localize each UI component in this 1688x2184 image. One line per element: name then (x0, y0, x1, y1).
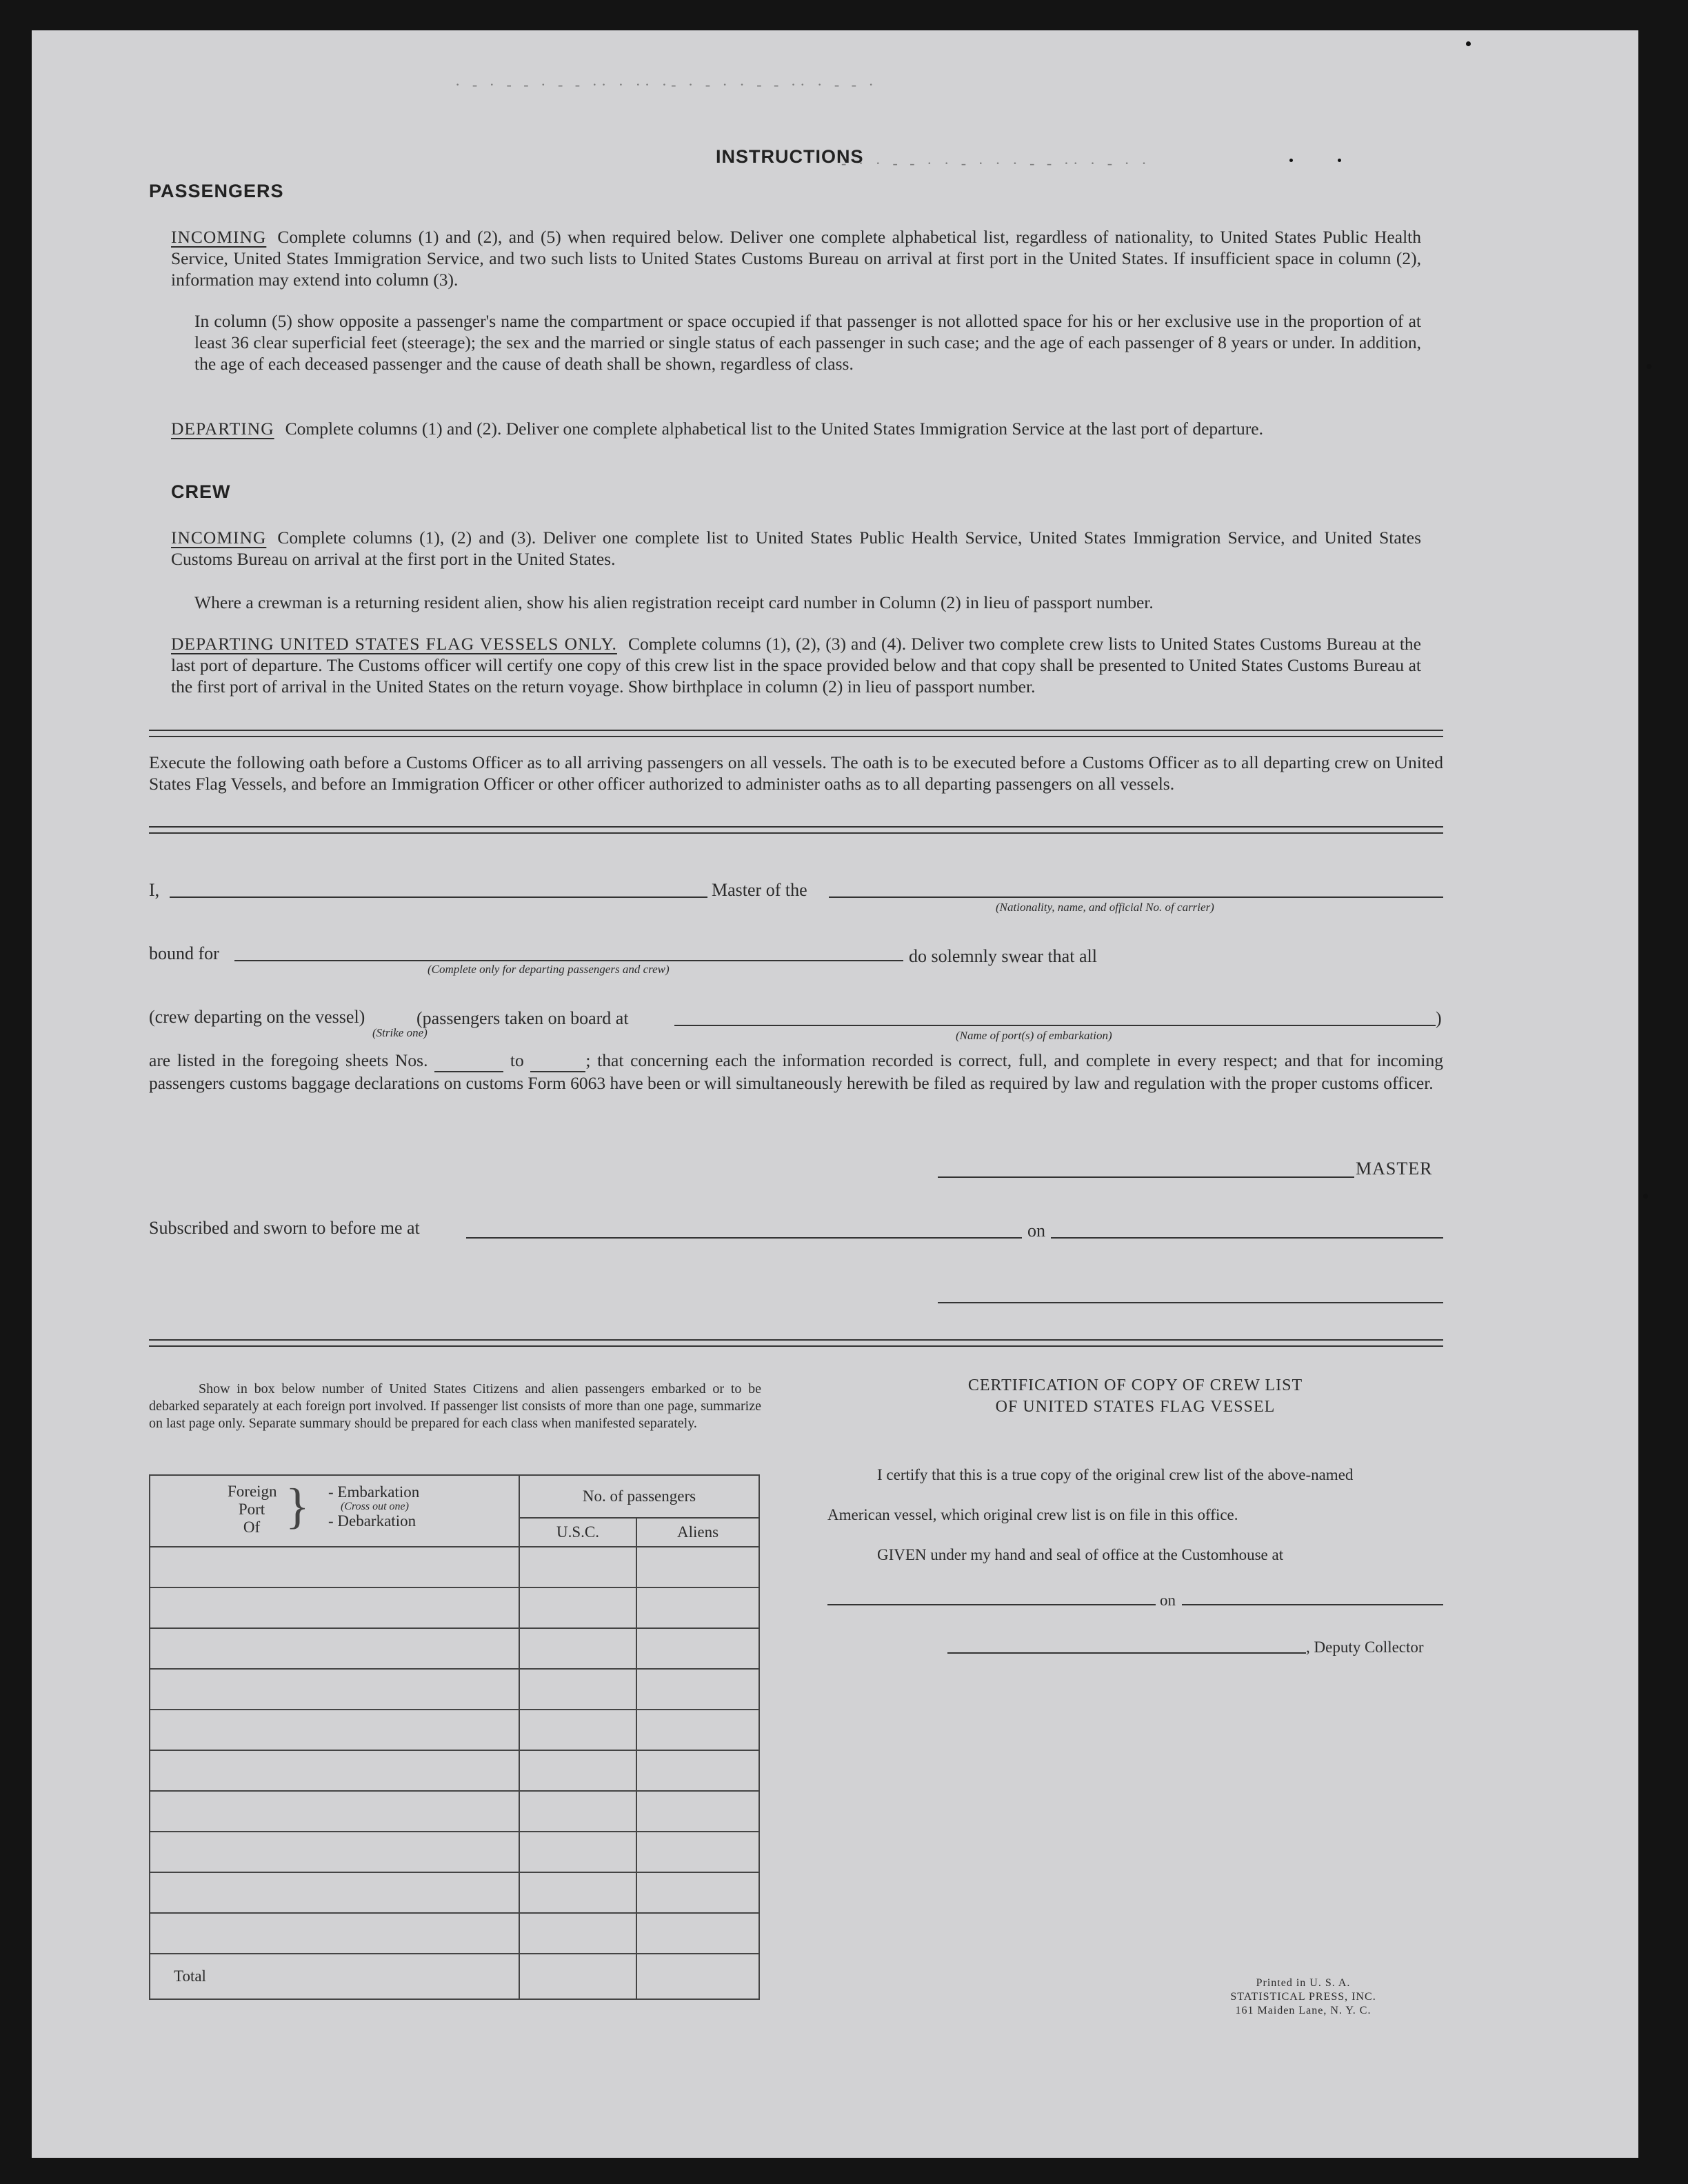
sworn-date-field[interactable] (1051, 1237, 1443, 1239)
crew-heading: CREW (171, 481, 231, 502)
table-row (150, 1710, 759, 1750)
port-cell[interactable] (150, 1872, 519, 1913)
table-row (150, 1547, 759, 1587)
sheet-from-field[interactable] (434, 1050, 503, 1072)
printer-line2: STATISTICAL PRESS, INC. (1230, 1991, 1376, 2003)
close-paren: ) (1436, 1008, 1442, 1028)
passengers-departing-label: DEPARTING (171, 419, 274, 439)
bound-for-label: bound for (149, 943, 219, 963)
aliens-cell[interactable] (636, 1913, 759, 1954)
port-header-l1: Foreign (228, 1483, 277, 1500)
crew-incoming-label: INCOMING (171, 528, 267, 548)
bleed-through-text: - · · - - · · - · · · - - ·· · - · · (841, 154, 1151, 172)
printer-line1: Printed in U. S. A. (1256, 1977, 1351, 1989)
port-caption: (Name of port(s) of embarkation) (956, 1029, 1112, 1042)
carrier-caption: (Nationality, name, and official No. of carrier) (996, 901, 1214, 914)
usc-header: U.S.C. (519, 1518, 636, 1547)
instructions-title: INSTRUCTIONS (716, 146, 864, 167)
swear-label: do solemnly swear that all (909, 946, 1097, 966)
passengers-incoming-paragraph (171, 226, 1421, 290)
table-row (150, 1587, 759, 1628)
crew-departing-label: DEPARTING UNITED STATES FLAG VESSELS ONLY. (171, 634, 617, 654)
table-row (150, 1669, 759, 1710)
given-line: GIVEN under my hand and seal of office at the Customhouse at (877, 1546, 1284, 1563)
no-of-passengers-header: No. of passengers (519, 1475, 759, 1518)
aliens-header: Aliens (636, 1518, 759, 1547)
aliens-cell[interactable] (636, 1750, 759, 1791)
listed-paragraph (149, 1050, 1443, 1094)
oath-intro: Execute the following oath before a Customs Officer as to all arriving passengers on all vessels. The oath is to be executed before a Customs Officer as to all departing crew on United States Flag Vessels, and before an Immigration Officer or other officer authorized to administer oaths as to all departing passengers on all vessels. (149, 752, 1443, 794)
summary-instructions: Show in box below number of United States Citizens and alien passengers embarked or to be debarked separately at each foreign port involved. If passenger list consists of more than one page, summarize on last page only. Separate summary should be prepared for each class when manifested separately. (149, 1381, 761, 1431)
certify-line1: I certify that this is a true copy of the original crew list of the above-named (877, 1466, 1354, 1483)
brace-glyph: } (285, 1479, 310, 1534)
usc-cell[interactable] (519, 1669, 636, 1710)
bleed-through-text: · - · - - · - - ·· · ·· ·- · - · · - - ·· · - - · (455, 76, 878, 93)
total-usc-cell[interactable] (519, 1954, 636, 1999)
bound-for-caption: (Complete only for departing passengers and crew) (428, 963, 670, 976)
aliens-cell[interactable] (636, 1872, 759, 1913)
sworn-on-label: on (1027, 1221, 1045, 1241)
table-row (150, 1750, 759, 1791)
aliens-cell[interactable] (636, 1710, 759, 1750)
master-signature-field[interactable] (938, 1176, 1354, 1178)
listed-text-b: ; that concerning each the information recorded is correct, full, and complete in every respect; and that for incoming passengers customs baggage declarations on customs Form 6063 have been or will simultaneously herewith be filed as required by law and regulation with the proper customs officer. (149, 1050, 1444, 1093)
usc-cell[interactable] (519, 1750, 636, 1791)
certification-title-l1: CERTIFICATION OF COPY OF CREW LIST (967, 1376, 1303, 1394)
certify-line2: American vessel, which original crew list is on file in this office. (827, 1506, 1238, 1523)
usc-cell[interactable] (519, 1913, 636, 1954)
master-name-field[interactable] (170, 896, 707, 898)
total-row (150, 1954, 759, 1999)
section-divider (149, 1339, 1443, 1347)
total-label: Total (150, 1954, 519, 1999)
table-row (150, 1832, 759, 1872)
port-cell[interactable] (150, 1832, 519, 1872)
aliens-cell[interactable] (636, 1587, 759, 1628)
port-cell[interactable] (150, 1913, 519, 1954)
certification-title-l2: OF UNITED STATES FLAG VESSEL (995, 1398, 1276, 1416)
usc-cell[interactable] (519, 1872, 636, 1913)
embarkation-option[interactable]: - Embarkation (328, 1483, 420, 1501)
passengers-incoming-label: INCOMING (171, 227, 267, 247)
customhouse-field[interactable] (827, 1604, 1156, 1605)
debarkation-option[interactable]: - Debarkation (328, 1512, 416, 1530)
listed-text-a: are listed in the foregoing sheets Nos. (149, 1050, 428, 1070)
port-cell[interactable] (150, 1710, 519, 1750)
port-cell[interactable] (150, 1587, 519, 1628)
given-date-field[interactable] (1182, 1604, 1443, 1605)
column5-paragraph: In column (5) show opposite a passenger's name the compartment or space occupied if that passenger is not allotted space for his or her exclusive use in the proportion of at least 36 clear superficial feet (steerage); the sex and the married or single status of each passenger in such case; and the age of each passenger of 8 years or under. In addition, the age of each deceased passenger and the cause of death shall be shown, regardless of class. (194, 311, 1421, 374)
embarkation-port-field[interactable] (674, 1025, 1436, 1026)
aliens-cell[interactable] (636, 1669, 759, 1710)
cross-out-caption: (Cross out one) (341, 1501, 409, 1512)
port-header-l3: Of (243, 1519, 261, 1536)
deputy-signature-field[interactable] (947, 1652, 1306, 1654)
usc-cell[interactable] (519, 1547, 636, 1587)
section-divider (149, 826, 1443, 834)
section-divider (149, 730, 1443, 737)
sworn-place-field[interactable] (466, 1237, 1022, 1239)
master-of-the-label: Master of the (712, 880, 807, 900)
passengers-incoming-text: Complete columns (1) and (2), and (5) when required below. Deliver one complete alphabetical list, regardless of nationality, to United States Public Health Service, United States Immigration Service, and two such lists to United States Customs Bureau on arrival at first port in the United States. If insufficient space in column (2), information may extend into column (3). (171, 227, 1421, 290)
port-header-l2: Port (238, 1501, 265, 1518)
aliens-cell[interactable] (636, 1628, 759, 1669)
aliens-cell[interactable] (636, 1791, 759, 1832)
aliens-cell[interactable] (636, 1547, 759, 1587)
port-cell[interactable] (150, 1628, 519, 1669)
usc-cell[interactable] (519, 1832, 636, 1872)
crew-incoming-paragraph (171, 527, 1421, 570)
passengers-departing-text: Complete columns (1) and (2). Deliver one complete alphabetical list to the United States Immigration Service at the last port of departure. (285, 419, 1263, 439)
officer-signature-field[interactable] (938, 1302, 1443, 1303)
passenger-summary-table (149, 1474, 760, 2000)
certification-title (827, 1375, 1443, 1418)
sheet-to-field[interactable] (530, 1050, 585, 1072)
table-row (150, 1791, 759, 1832)
bound-for-field[interactable] (234, 960, 903, 961)
passengers-departing-paragraph (171, 418, 1421, 439)
crew-departing-paragraph (171, 633, 1421, 697)
given-on-label: on (1160, 1592, 1176, 1609)
oath-i-label: I, (149, 880, 160, 900)
carrier-field[interactable] (829, 896, 1443, 898)
usc-cell[interactable] (519, 1587, 636, 1628)
printer-imprint (1172, 1976, 1434, 2018)
strike-one-caption: (Strike one) (372, 1026, 428, 1039)
port-cell[interactable] (150, 1547, 519, 1587)
port-header-cell (150, 1475, 519, 1547)
table-row (150, 1628, 759, 1669)
crew-departing-option[interactable]: (crew departing on the vessel) (149, 1007, 365, 1027)
subscribed-label: Subscribed and sworn to before me at (149, 1218, 420, 1238)
usc-cell[interactable] (519, 1791, 636, 1832)
usc-cell[interactable] (519, 1710, 636, 1750)
crew-departing-text: Complete columns (1), (2), (3) and (4). Deliver two complete crew lists to United States Customs Bureau at the last port of departure. The Customs officer will certify one copy of this crew list in the space provided below and that copy shall be presented to United States Customs Bureau at the first port of arrival in the United States on the return voyage. Show birthplace in column (2) in lieu of passport number. (171, 634, 1421, 697)
table-row (150, 1872, 759, 1913)
crew-incoming-text: Complete columns (1), (2) and (3). Deliver one complete list to United States Public Health Service, United States Immigration Service, and United States Customs Bureau on arrival at the first port in the United States. (171, 528, 1421, 569)
deputy-collector-label: , Deputy Collector (1306, 1639, 1424, 1656)
port-cell[interactable] (150, 1791, 519, 1832)
usc-cell[interactable] (519, 1628, 636, 1669)
master-label: MASTER (1356, 1159, 1433, 1179)
aliens-cell[interactable] (636, 1832, 759, 1872)
passengers-heading: PASSENGERS (149, 181, 284, 201)
table-row (150, 1913, 759, 1954)
passengers-taken-option[interactable]: (passengers taken on board at (416, 1008, 629, 1028)
crew-returning-paragraph: Where a crewman is a returning resident alien, show his alien registration receipt card number in Column (2) in lieu of passport number. (194, 592, 1154, 612)
listed-to: to (510, 1050, 524, 1070)
port-cell[interactable] (150, 1750, 519, 1791)
total-aliens-cell[interactable] (636, 1954, 759, 1999)
port-cell[interactable] (150, 1669, 519, 1710)
printer-line3: 161 Maiden Lane, N. Y. C. (1235, 2005, 1372, 2016)
